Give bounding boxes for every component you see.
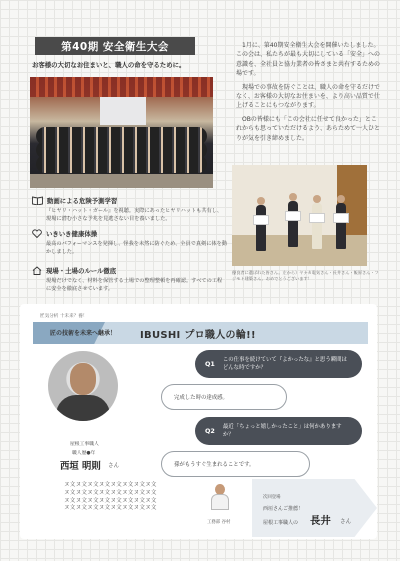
answer-bubble (161, 451, 310, 477)
intro-text (236, 41, 382, 147)
banner-title: IBUSHI プロ職人の輪!! (140, 330, 256, 341)
book-icon (32, 196, 43, 205)
question-bubble (195, 417, 362, 445)
question-number: Q2 (205, 427, 215, 435)
intro-paragraph: 1月に、第40期安全衛生大会を開催いたしました。この会は、私たちが最も大切にしている「安全」への意識を、全社員と協力業者の皆さまと共有するための場です。 (236, 42, 381, 78)
answer-text: 完成した時の達成感。 (174, 395, 228, 401)
intro-paragraph: 現場での事故を防ぐことは、職人の命を守るだけでなく、お客様の大切なお住まいを、より高い品質で仕上げることにもつながります。 (236, 83, 381, 110)
section-heading: 現場・土場のルール徹底 (46, 267, 117, 275)
section-body: 『ヒヤリ・ハット・ガール』を視聴。実際にあったヒヤリハットも共有し、現場に潜む小さな予兆を見逃さない目を養いました。 (46, 208, 223, 223)
section-video-learning (32, 196, 227, 224)
craftsman-honorific: さん (108, 463, 120, 469)
next-honorific: さん (340, 519, 352, 525)
section-body: 最高のパフォーマンスを発揮し、怪我を未然に防ぐため、全員で真剣に体を動かしました。 (46, 241, 227, 256)
craftsman-years: 職人歴●年 (72, 451, 96, 456)
signature-line: ヌ文ヌ文ヌ文ヌ文ヌ文ヌ文ヌ文ヌ文 (64, 482, 157, 488)
group-photo (30, 77, 213, 188)
signature-line: ヌ文ヌ文ヌ文ヌ文ヌ文ヌ文ヌ文ヌ文 (64, 497, 157, 504)
house-icon (32, 266, 42, 275)
craftsman-name: 西垣 明則 (60, 461, 101, 472)
signature-text (64, 482, 184, 513)
signature-line: ヌ文ヌ文ヌ文ヌ文ヌ文ヌ文ヌ文ヌ文 (64, 489, 157, 496)
intro-paragraph: OBの皆様にも「この会社に任せて良かった」とこれからも思っていただけるよう、あらためて一人ひとりが気を引き締めました。 (236, 115, 381, 142)
answer-text: 孫がもうすぐ生まれることです。 (174, 462, 255, 468)
interviewer-avatar (210, 484, 230, 514)
page-title: 第40期 安全衛生大会 (35, 37, 195, 55)
section-site-rules (32, 266, 227, 294)
next-role: 屋根工事職人の (263, 520, 299, 526)
section-health-exercise (32, 229, 227, 257)
answer-bubble (161, 384, 287, 410)
question-text: 最近「ちょっと嬉しかったこと」は何かありますか？ (222, 424, 342, 438)
page-subtitle: お客様の大切なお住まいと、職人の命を守るために。 (32, 61, 186, 69)
award-photo (232, 165, 367, 266)
section-body: 現場だけでなく、材料を保管する土場での整理整頓を再確認。すべての工程に安全を徹底させています。 (46, 278, 223, 293)
next-name: 長井 (310, 515, 331, 527)
series-label: 匠気分析 十未来？養！ (40, 314, 88, 319)
photo-caption: 優良者に選ばれた皆さん。左から）ヤナカ電気さん・長井さん・飯原さん・フジモト建築さん。おめでとうございます！ (232, 270, 379, 281)
next-recommendation: 西垣さんご推薦！ (263, 506, 304, 512)
question-text: この仕事を続けていて『よかったな』と思う瞬間はどんな時ですか？ (222, 357, 347, 371)
craftsman-role: 屋根工事職人 (70, 442, 99, 447)
section-heading: 動画による危険予測学習 (47, 197, 118, 205)
question-number: Q1 (205, 360, 215, 368)
interviewer-name: 工務部 谷村 (207, 520, 231, 525)
next-label: 次回登場 (263, 495, 281, 500)
craftsman-portrait (48, 351, 118, 421)
section-heading: いきいき健康体操 (46, 230, 98, 238)
question-bubble (195, 350, 362, 378)
heart-icon (32, 229, 42, 238)
signature-line: ヌ文ヌ文ヌ文ヌ文ヌ文ヌ文ヌ文ヌ文 (64, 505, 157, 512)
banner-tagline: 匠の技術を未来へ継承！ (50, 330, 117, 337)
